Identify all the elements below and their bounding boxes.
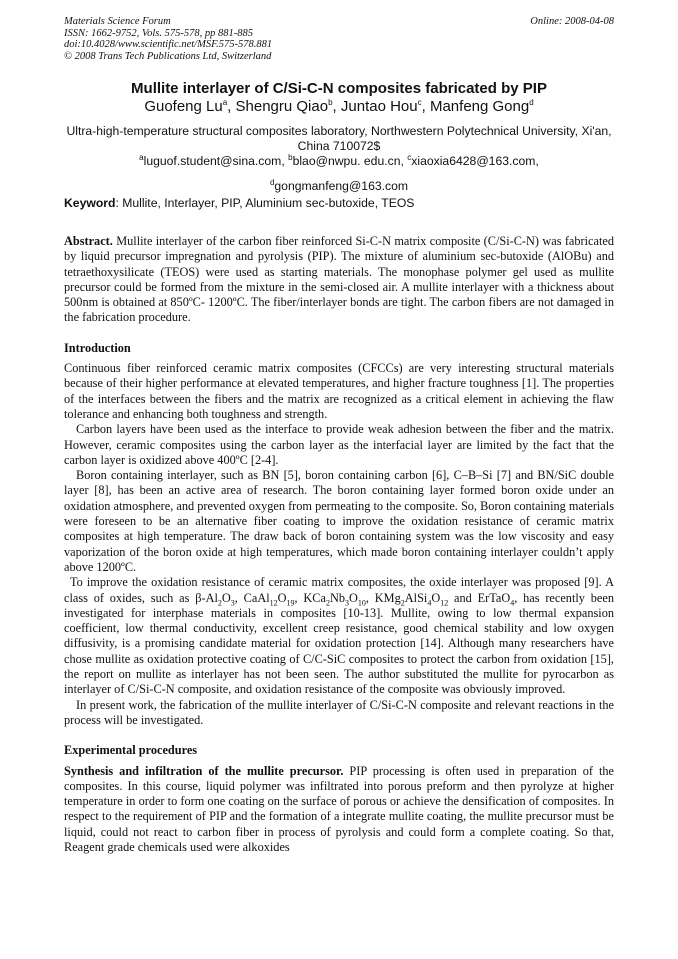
author-name: Juntao Hou (340, 98, 418, 115)
email-a: luguof.student@sina.com, (143, 154, 285, 168)
paper-body (64, 234, 614, 855)
text-run: and ErTaO (448, 590, 511, 605)
subscript: 12 (440, 597, 449, 607)
text-run: , KCa (294, 590, 326, 605)
text-run: To improve the oxidation resistance of ceramic matrix composites, the oxide interlayer was proposed [9]. A class of oxides, such as β-Al (64, 575, 614, 605)
text-run: , CaAl (234, 590, 270, 605)
email-sup: b (288, 152, 293, 162)
header-left (64, 16, 272, 62)
journal-name: Materials Science Forum (64, 16, 171, 27)
intro-paragraph-3: Boron containing interlayer, such as BN [5], boron containing carbon [6], C–B–Si [7] and BN/SiC double layer [8], has been an active area of research. The boron containing layer formed boron oxide under an oxidation atmosphere, and prevented oxygen from permeating to the composite. So, Boron containing materials were foreseen to be an alternative fiber coating to improve the oxidation resistance of ceramic matrix composites at high temperature. The draw back of boron containing system was the low viscosity and easy vaporization of the boron oxide at high temperatures, which made boron containing interlayer couldn’t apply above 1200ºC. (64, 468, 614, 574)
subscript: 12 (269, 597, 278, 607)
author-sup: a (222, 98, 228, 107)
intro-paragraph-1: Continuous fiber reinforced ceramic matrix composites (CFCCs) are very interesting structural materials because of their higher performance at elevated temperatures, and higher fracture toughness [1]. The properties of the interfaces between the fibers and the matrix are recognized as a critical element in achieving the flaw tolerance and enhancing both toughness and strength. (64, 361, 614, 421)
author-sup: d (529, 98, 534, 107)
intro-paragraph-2: Carbon layers have been used as the interface to provide weak adhesion between the fiber and the matrix. However, ceramic composites using the carbon layer as the interfacial layer are limited by the fact that the carbon layer is oxidized above 400ºC [2-4]. (64, 422, 614, 467)
subscript: 3 (230, 597, 235, 607)
issn-line: ISSN: 1662-9752, Vols. 575-578, pp 881-885 (64, 27, 253, 39)
subscript: 19 (286, 597, 295, 607)
text-run: O (221, 590, 231, 605)
subscript: 4 (427, 597, 432, 607)
subscript: 2 (400, 597, 405, 607)
abstract (64, 234, 614, 326)
text-run: AlSi (404, 590, 428, 605)
journal-header (64, 16, 614, 62)
author-sup: b (328, 98, 333, 107)
intro-paragraph-5: In present work, the fabrication of the mullite interlayer of C/Si-C-N composite and relevant reactions in the process will be investigated. (64, 697, 614, 727)
email-sup: c (407, 152, 412, 162)
text-run: , KMg (365, 590, 401, 605)
copyright-line: © 2008 Trans Tech Publications Ltd, Switzerland (64, 50, 272, 62)
experimental-heading: Experimental procedures (64, 743, 198, 758)
abstract-text: Mullite interlayer of the carbon fiber reinforced Si-C-N matrix composite (C/Si-C-N) was fabricated by liquid precursor impregnation and pyrolysis (PIP). The mixture of aluminium sec-butoxide (AlOBu) and tetraethoxysilicate (TEOS) were used as starting materials. The monophase polymer gel used as mullite precursor could be formed from the mixture in the semi-closed air. A mullite interlayer with a thickness about 500nm is obtained at 850ºC- 1200ºC. The fiber/interlayer bonds are tight. The carbon fibers are not damaged in the fabrication procedure. (64, 234, 614, 325)
abstract-label: Abstract. (64, 234, 113, 248)
email-b: blao@nwpu. edu.cn, (292, 154, 404, 168)
author-name: Shengru Qiao (235, 98, 329, 115)
text-run: Nb (329, 590, 345, 605)
email-c: xiaoxia6428@163.com, (411, 154, 539, 168)
experimental-paragraph-1 (64, 764, 614, 856)
subscript: 10 (357, 597, 366, 607)
author-name: Manfeng Gong (429, 98, 530, 115)
text-run: , has recently been investigated for interphase materials in composites [10-13]. Mullite, owing to low thermal expansion coefficient, low thermal conductivity, excellent creep resistance, good chemical stability and low oxygen diffusivity, is a promising candidate material for oxidation protection [14]. Although many researchers have chose mullite as oxidation protective coating of C/C-SiC composites to protect the carbon from oxidation [15], the report on mullite as interlayer has not been seen. The author substituted the mullite for pyrocarbon as interlayer of C/Si-C-N composite, and oxidation resistance of the composite was obviously improved. (64, 590, 614, 697)
title-block (64, 80, 614, 194)
author-name: Guofeng Lu (144, 98, 223, 115)
subscript: 2 (217, 597, 222, 607)
online-date: Online: 2008-04-08 (530, 16, 614, 27)
subscript: 3 (345, 597, 349, 607)
email-line (64, 154, 614, 169)
intro-paragraph-4 (64, 575, 614, 697)
text-run: O (431, 590, 441, 605)
introduction-heading: Introduction (64, 340, 131, 355)
subscript: 4 (510, 597, 515, 607)
email-d: gongmanfeng@163.com (274, 179, 409, 193)
subscript: 2 (325, 597, 330, 607)
email-line-2 (64, 179, 614, 194)
keyword-text: : Mullite, Interlayer, PIP, Aluminium sec-butoxide, TEOS (115, 196, 415, 210)
author-sup: c (417, 98, 422, 107)
keywords (64, 196, 614, 211)
keyword-label: Keyword (64, 196, 116, 210)
paper-title: Mullite interlayer of C/Si-C-N composites fabricated by PIP (131, 80, 547, 97)
experimental-text: PIP processing is often used in preparation of the composites. In this course, liquid polymer was infiltrated into porous preform and then pyrolyze at higher temperature in order to form one coating on the surface of porous or achieve the densification of composites. In respect to the requirement of PIP and the formation of a integrate mullite coating, the mullite precursor must be liquid, could not react to carbon fiber in process of pyrolysis and could form a complete coating. So that, Reagent grade chemicals used were alkoxides (64, 763, 614, 854)
text-run: O (349, 590, 358, 605)
email-sup: a (139, 152, 144, 162)
doi-line: doi:10.4028/www.scientific.net/MSF.575-578.881 (64, 39, 273, 50)
author-list: Guofeng Lu$^a$, Shengru Qiao$^b$, Juntao Hou$^c$, Manfeng Gong$^d$ (144, 98, 534, 115)
affiliation: Ultra-high-temperature structural composites laboratory, Northwestern Polytechnical University, Xi'an, China 710072$ (66, 124, 612, 153)
text-run: O (277, 590, 287, 605)
subsection-label: Synthesis and infiltration of the mullite precursor. (64, 763, 344, 778)
email-sup: d (269, 177, 275, 187)
